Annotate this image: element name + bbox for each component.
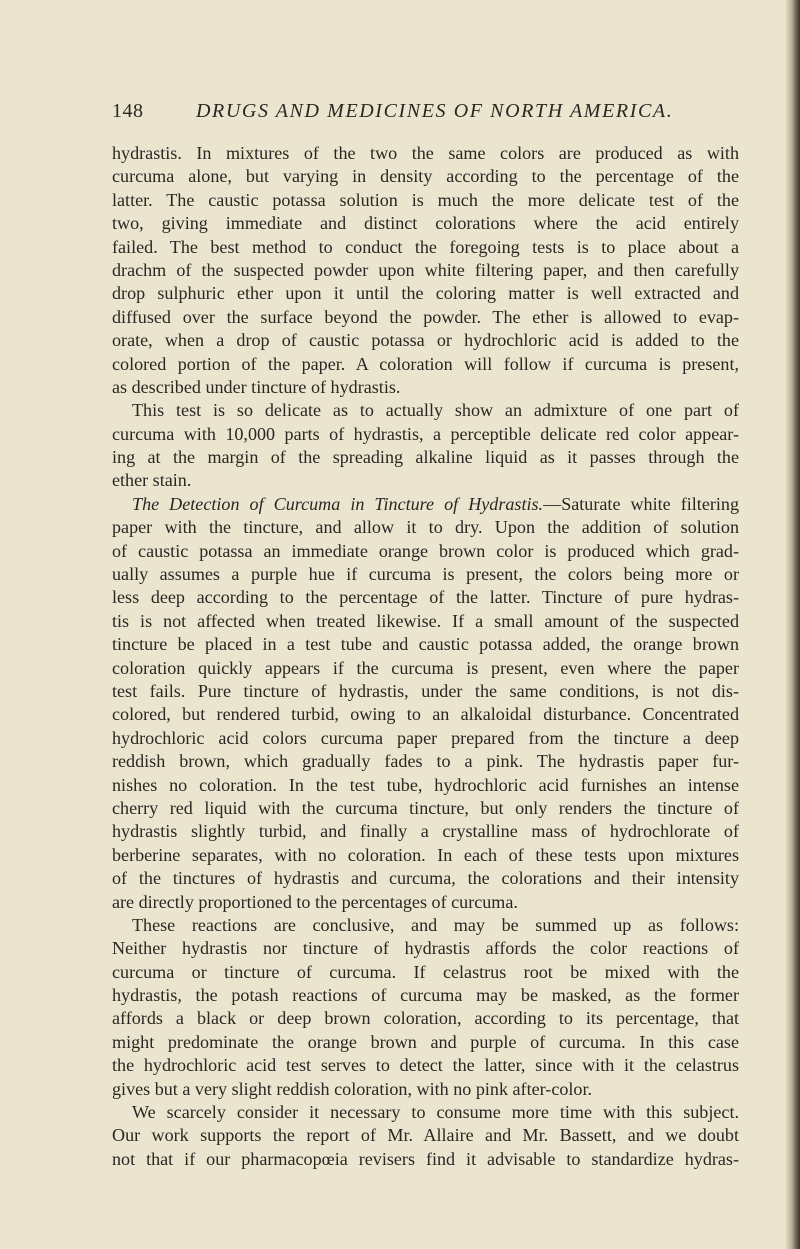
text-line: latter. The caustic potassa solution is much the more delicate test of the	[112, 189, 739, 210]
text-line: of the tinctures of hydrastis and curcuma, the colorations and their intensity	[112, 868, 739, 889]
text-line: diffused over the surface beyond the powder. The ether is allowed to evap-	[112, 306, 739, 327]
page-edge	[786, 0, 800, 1249]
section-heading: The Detection of Curcuma in Tincture of Hydrastis.	[132, 493, 544, 514]
text-line: ing at the margin of the spreading alkaline liquid as it passes through the	[112, 447, 739, 468]
text-line: drachm of the suspected powder upon white filtering paper, and then carefully	[112, 259, 739, 280]
text-line: cherry red liquid with the curcuma tincture, but only renders the tincture of	[112, 797, 739, 818]
running-title: DRUGS AND MEDICINES OF NORTH AMERICA.	[196, 100, 674, 122]
text-line: gives but a very slight reddish coloration, with no pink after-color.	[112, 1078, 593, 1099]
text-line: hydrochloric acid colors curcuma paper prepared from the tincture a deep	[112, 727, 739, 748]
text-line: hydrastis. In mixtures of the two the same colors are produced as with	[112, 143, 739, 163]
text-line: two, giving immediate and distinct colorations where the acid entirely	[112, 213, 739, 234]
text-line: curcuma with 10,000 parts of hydrastis, a perceptible delicate red color appear-	[112, 423, 739, 444]
text-line: tincture be placed in a test tube and caustic potassa added, the orange brown	[112, 634, 739, 655]
text-line: hydrastis slightly turbid, and finally a crystalline mass of hydrochlorate of	[112, 821, 739, 842]
text-line: ually assumes a purple hue if curcuma is present, the colors being more or	[112, 564, 739, 585]
text-line: Our work supports the report of Mr. Allaire and Mr. Bassett, and we doubt	[112, 1125, 739, 1146]
text-line: coloration quickly appears if the curcuma is present, even where the paper	[112, 657, 739, 678]
text-line: test fails. Pure tincture of hydrastis, under the same conditions, is not dis-	[112, 680, 739, 701]
text-line: the hydrochloric acid test serves to detect the latter, since with it the celastrus	[112, 1055, 739, 1076]
text-line: paper with the tincture, and allow it to dry. Upon the addition of solution	[112, 517, 739, 538]
text-line: curcuma alone, but varying in density according to the percentage of the	[112, 166, 739, 187]
section-heading-line	[112, 493, 739, 516]
paragraph-start-line: These reactions are conclusive, and may be summed up as follows:	[132, 914, 739, 935]
text-line: not that if our pharmacopœia revisers find it advisable to standardize hydras-	[112, 1148, 739, 1169]
text-line: of caustic potassa an immediate orange brown color is produced which grad-	[112, 540, 739, 561]
text-line: Neither hydrastis nor tincture of hydrastis affords the color reactions of	[112, 938, 739, 959]
text-line: ether stain.	[112, 470, 192, 491]
section-heading-continuation: —Saturate white filtering	[543, 493, 740, 514]
text-line: as described under tincture of hydrastis.	[112, 376, 401, 397]
text-line: affords a black or deep brown coloration, according to its percentage, that	[112, 1008, 739, 1029]
text-line: orate, when a drop of caustic potassa or hydrochloric acid is added to the	[112, 330, 739, 351]
paragraph-start-line: This test is so delicate as to actually show an admixture of one part of	[132, 400, 739, 421]
text-line: failed. The best method to conduct the foregoing tests is to place about a	[112, 236, 739, 257]
page-number: 148	[112, 100, 144, 122]
body-text	[112, 142, 739, 1171]
text-line: hydrastis, the potash reactions of curcuma may be masked, as the former	[112, 985, 739, 1006]
text-line: berberine separates, with no coloration. In each of these tests upon mixtures	[112, 844, 739, 865]
text-line: colored portion of the paper. A coloration will follow if curcuma is present,	[112, 353, 739, 374]
text-line: are directly proportioned to the percentages of curcuma.	[112, 891, 518, 912]
text-line: less deep according to the percentage of the latter. Tincture of pure hydras-	[112, 587, 739, 608]
text-line: drop sulphuric ether upon it until the coloring matter is well extracted and	[112, 283, 739, 304]
text-line: curcuma or tincture of curcuma. If celastrus root be mixed with the	[112, 961, 739, 982]
page-header	[112, 100, 712, 134]
text-line: nishes no coloration. In the test tube, hydrochloric acid furnishes an intense	[112, 774, 739, 795]
text-line: colored, but rendered turbid, owing to an alkaloidal disturbance. Concentrated	[112, 704, 739, 725]
text-line: might predominate the orange brown and purple of curcuma. In this case	[112, 1031, 739, 1052]
text-line: reddish brown, which gradually fades to a pink. The hydrastis paper fur-	[112, 751, 739, 772]
paragraph-start-line: We scarcely consider it necessary to consume more time with this subject.	[132, 1102, 739, 1123]
text-line: tis is not affected when treated likewise. If a small amount of the suspected	[112, 610, 739, 631]
